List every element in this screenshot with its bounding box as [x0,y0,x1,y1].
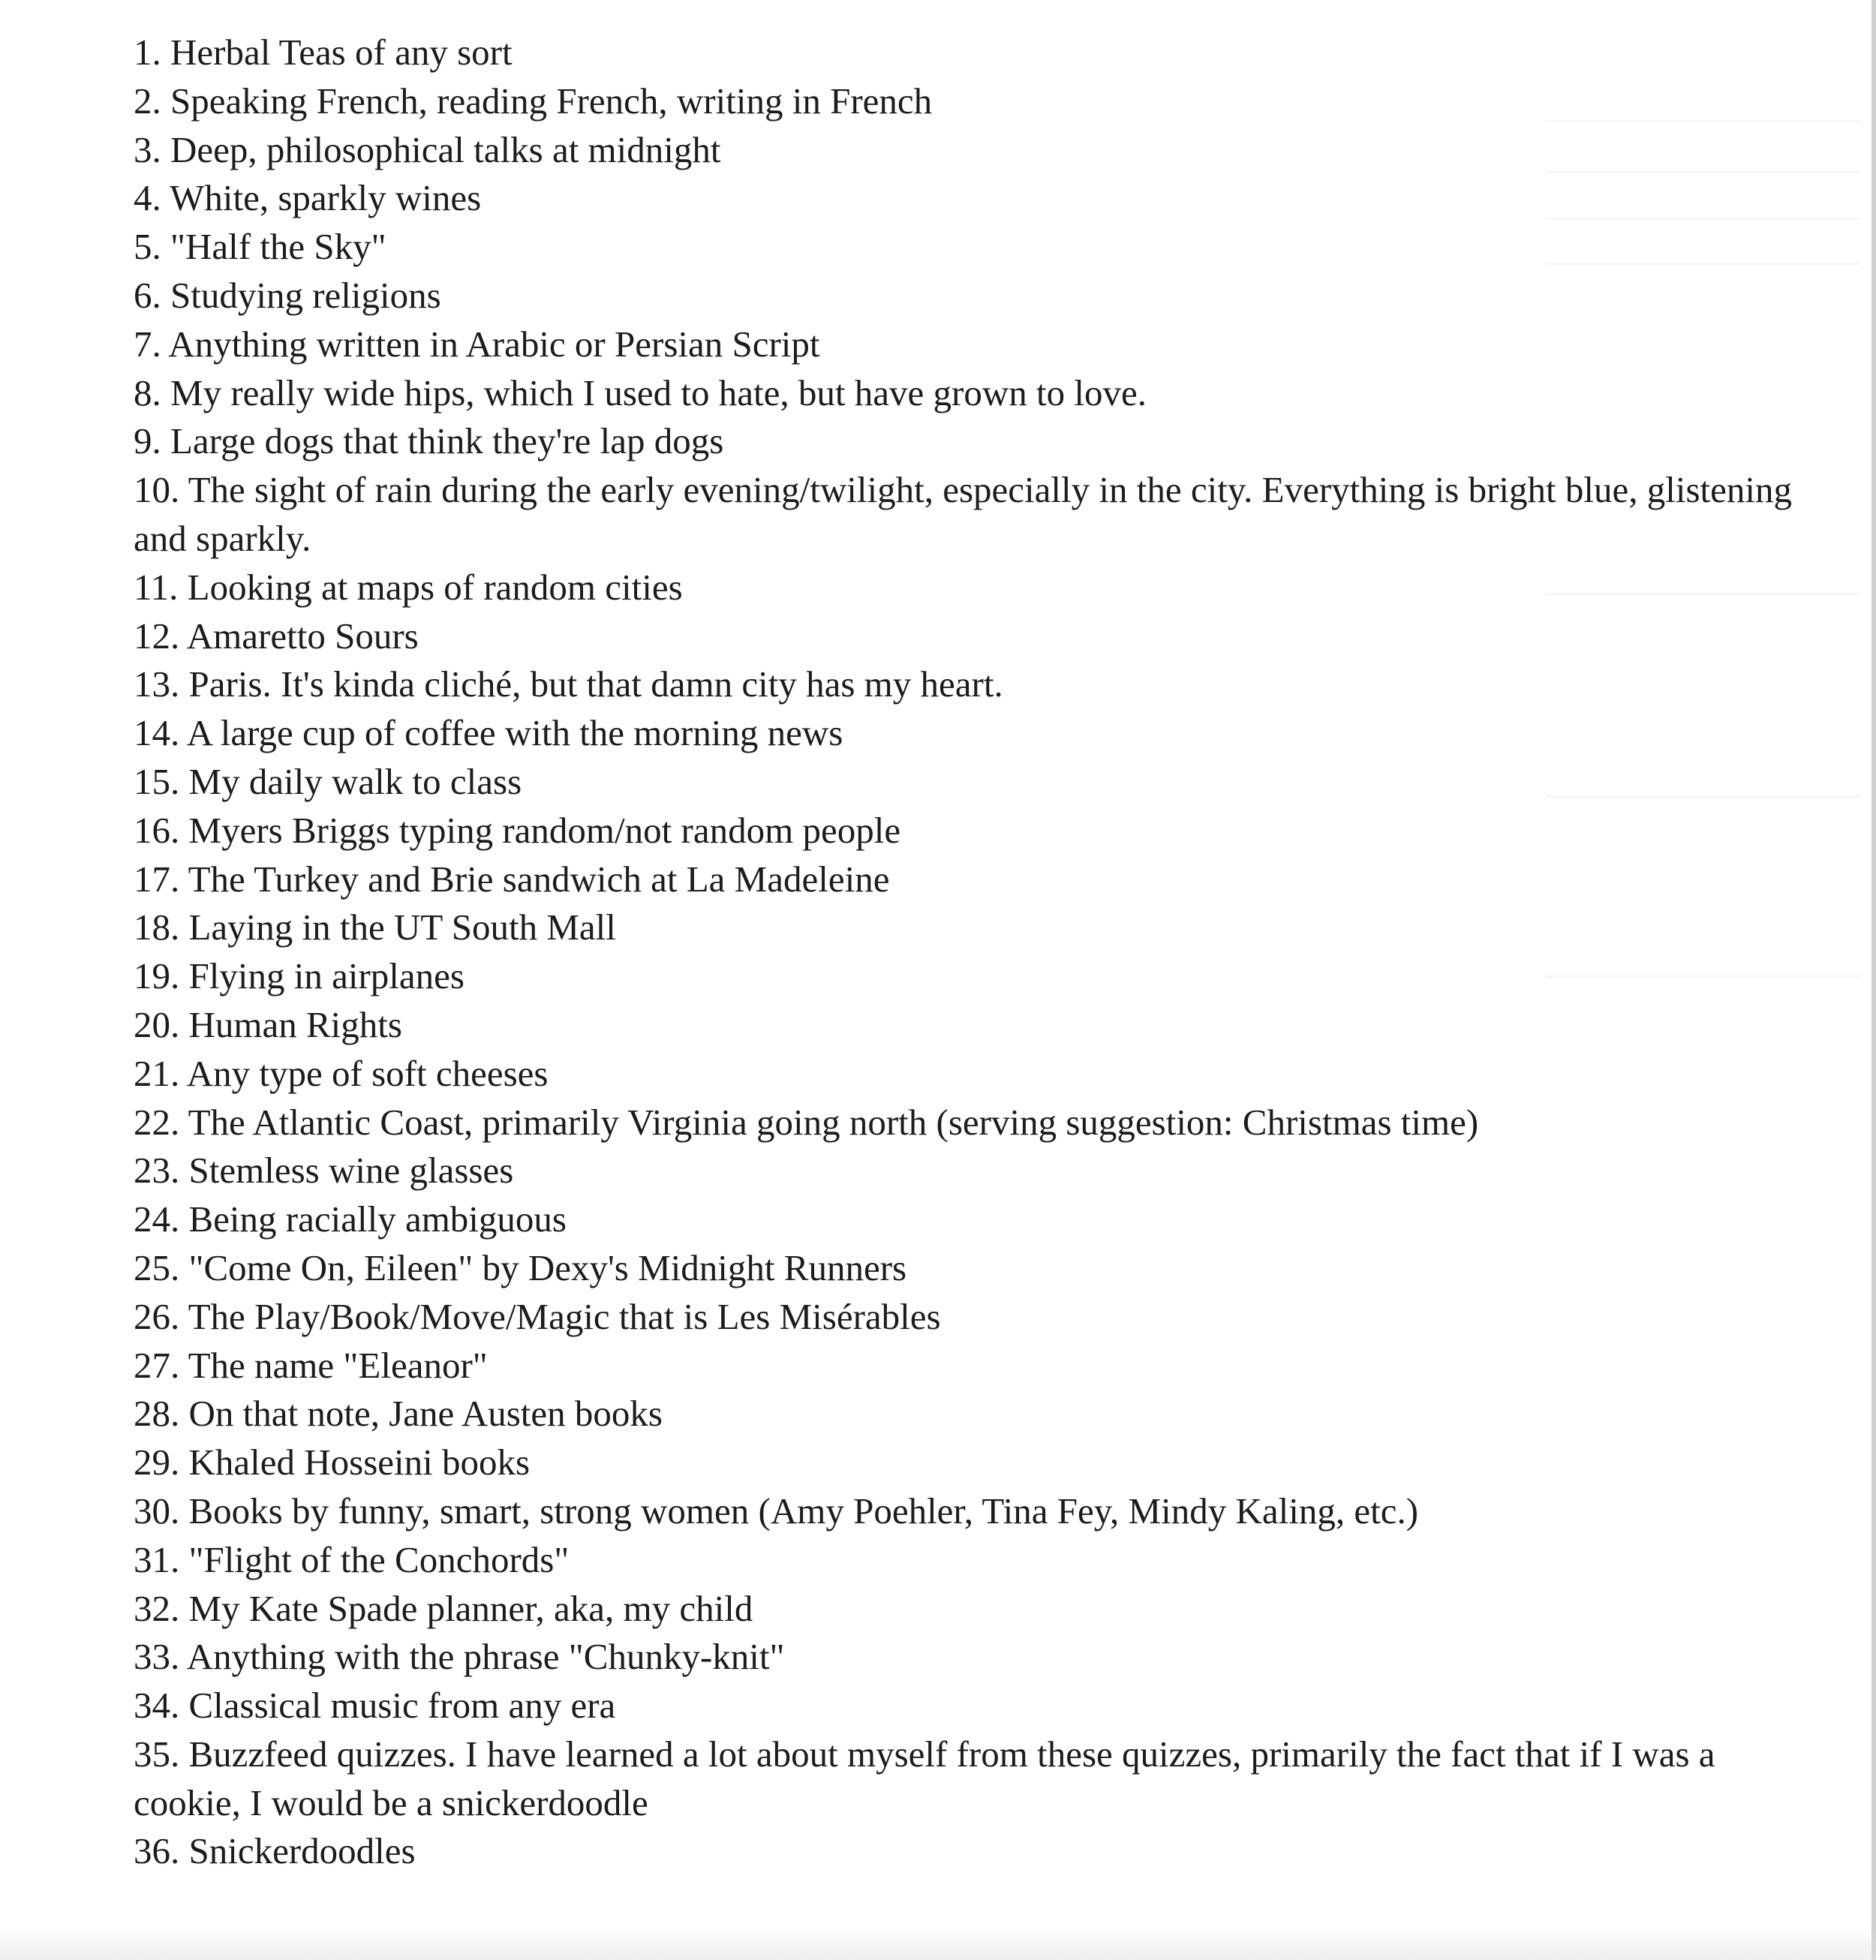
list-item: 2. Speaking French, reading French, writing in French [134,80,933,122]
list-item: 4. White, sparkly wines [134,177,482,219]
list-item: 14. A large cup of coffee with the morning news [134,712,843,754]
list-item: 33. Anything with the phrase "Chunky-knit" [134,1636,785,1678]
list-item: 25. "Come On, Eileen" by Dexy's Midnight Runners [134,1246,907,1288]
list-item: 29. Khaled Hosseini books [134,1441,531,1484]
list-item: 26. The Play/Book/Move/Magic that is Les Misérables [134,1295,941,1337]
list-item: 24. Being racially ambiguous [134,1198,567,1240]
list-item: 13. Paris. It's kinda cliché, but that damn city has my heart. [134,663,1003,705]
list-item: 5. "Half the Sky" [134,226,386,268]
list-item: 8. My really wide hips, which I used to hate, but have grown to love. [134,371,1147,413]
list-item: 23. Stemless wine glasses [134,1150,514,1192]
list-item: 20. Human Rights [134,1003,402,1045]
list-item: 27. The name "Eleanor" [134,1344,488,1386]
list-item: 30. Books by funny, smart, strong women (Amy Poehler, Tina Fey, Mindy Kaling, etc.) [134,1490,1419,1532]
list-item: 9. Large dogs that think they're lap dogs [134,420,724,462]
list-item: 7. Anything written in Arabic or Persian Script [134,323,820,365]
list-item: 16. Myers Briggs typing random/not random people [134,809,901,851]
list-item: 11. Looking at maps of random cities [134,566,683,608]
list-item: 18. Laying in the UT South Mall [134,906,616,948]
list-item: 36. Snickerdoodles [134,1830,416,1872]
list-item: 3. Deep, philosophical talks at midnight [134,128,721,170]
list-item: 28. On that note, Jane Austen books [134,1393,663,1435]
list-item: 6. Studying religions [134,274,441,316]
list-item: 10. The sight of rain during the early evening/twilight, especially in the city. Everything is bright blue, glistening and sparkly. [134,469,1793,559]
scan-bottom-shadow [0,1927,1876,1960]
list-item: 22. The Atlantic Coast, primarily Virginia going north (serving suggestion: Christmas time) [134,1101,1479,1143]
list-item: 15. My daily walk to class [134,760,522,802]
list-item: 17. The Turkey and Brie sandwich at La Madeleine [134,858,890,900]
list-item: 19. Flying in airplanes [134,955,464,997]
list-item: 12. Amaretto Sours [134,615,419,657]
list-item: 32. My Kate Spade planner, aka, my child [134,1587,753,1629]
list-item: 31. "Flight of the Conchords" [134,1538,570,1580]
page-edge-shadow [1871,0,1876,1960]
list-item: 35. Buzzfeed quizzes. I have learned a lot about myself from these quizzes, primarily the fact that if I was a cookie, I would be a snickerdoodle [134,1733,1715,1823]
list-item: 34. Classical music from any era [134,1685,616,1727]
list-item: 1. Herbal Teas of any sort [134,32,513,73]
favorites-list [134,29,1807,1876]
list-item: 21. Any type of soft cheeses [134,1052,549,1094]
